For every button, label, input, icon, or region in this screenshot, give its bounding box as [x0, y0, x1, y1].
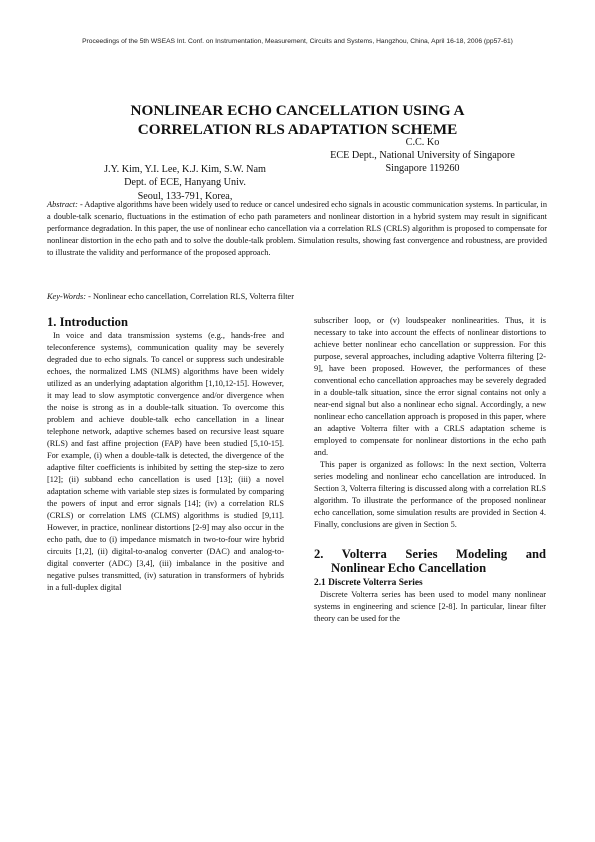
intro-paragraph-2: This paper is organized as follows: In the next section, Volterra series modeling and nonlinear echo cancellation are introduced. In Section 3, Volterra filtering is discussed along with a correlation RLS algorithm. To illustrate the performance of the proposed nonlinear echo cancellation, some simulation results are provided in Section 4. Finally, conclusions are given in Section 5. — [314, 460, 546, 529]
abstract — [47, 199, 547, 259]
keywords-label: Key-Words: — [47, 292, 87, 301]
paper-title — [0, 101, 595, 139]
section-1-heading: 1. Introduction — [47, 315, 128, 329]
title-line-1: NONLINEAR ECHO CANCELLATION USING A — [130, 102, 465, 119]
author-dept-right: ECE Dept., National University of Singapore — [330, 150, 515, 162]
abstract-label: Abstract: — [47, 200, 78, 209]
intro-paragraph-1-continued: subscriber loop, or (v) loudspeaker nonlinearities. Thus, it is necessary to take into account the effects of nonlinear distortions to achieve better nonlinear echo cancellation or suppression. For this purpose, several approaches, including adaptive Volterra filtering [2-9], have been proposed. However, the performances of these conventional echo cancellation approaches may be severely degraded in a double-talk situation, since the error signal contains not only a near-end signal but also a nonlinear echo signal. Accordingly, a new nonlinear echo cancellation approach is proposed in this paper, where an adaptive Volterra filter with a CRLS adaptation scheme is employed to compensate for nonlinear distortions in the echo path and. — [314, 316, 546, 457]
abstract-text: - Adaptive algorithms have been widely used to reduce or cancel undesired echo signals in acoustic communication systems. In particular, in a double-talk scenario, fluctuations in the estimation of echo path parameters and nonlinear distortion in a hybrid system may result in significant performance degradation. In this paper, the use of nonlinear echo cancellation via a correlation RLS (CRLS) algorithm is proposed to compensate for nonlinear distortion in the echo path and to solve the double-talk problem. Simulation results, showing fast convergence and robustness, are provided to illustrate the validity and performance of the proposed approach. — [47, 200, 547, 257]
section-2-heading-line-1: 2. Volterra Series Modeling and — [314, 547, 546, 561]
author-city-left: Seoul, 133-791, Korea, — [137, 190, 233, 202]
keywords — [47, 291, 547, 303]
right-column — [314, 315, 546, 625]
keywords-text: - Nonlinear echo cancellation, Correlation RLS, Volterra filter — [86, 292, 294, 301]
left-column — [47, 315, 284, 594]
subsection-2-1-heading: 2.1 Discrete Volterra Series — [314, 578, 423, 588]
author-name-right: C.C. Ko — [405, 137, 440, 148]
section-2-heading-line-2: Nonlinear Echo Cancellation — [331, 561, 487, 575]
author-city-right: Singapore 119260 — [385, 163, 460, 175]
author-names-left: J.Y. Kim, Y.I. Lee, K.J. Kim, S.W. Nam — [104, 164, 266, 176]
proceedings-header: Proceedings of the 5th WSEAS Int. Conf. on Instrumentation, Measurement, Circuits and Systems, Hangzhou, China, April 16-18, 2006 (pp57-61) — [82, 38, 513, 45]
author-dept-left: Dept. of ECE, Hanyang Univ. — [124, 177, 246, 189]
subsection-2-1-text: Discrete Volterra series has been used to model many nonlinear systems in engineering and science [2-8]. In particular, linear filter theory can be used for the — [314, 590, 546, 623]
intro-paragraph-1: In voice and data transmission systems (e.g., hands-free and teleconference systems), communication quality may be severely degraded due to echo signals. To cancel or suppress such undesirable echoes, the normalized LMS (NLMS) algorithms have been widely utilized as an underlying adaptation algorithm [1,10,12-15]. However, it may lead to slow asymptotic convergence and/or divergence when the noise is strong as in a double-talk situation. To overcome this problem and achieve double-talk echo cancellation in a linear telephone network, adaptive schemes based on recursive least square (RLS) and fast affine projection (FAP) have been studied [5,10-15]. For example, (i) when a double-talk is detected, the divergence of the adaptive filter coefficients is inhibited by setting the step-size to zero [12]; (ii) subband echo cancellation is used [13]; (iii) a novel adaptation scheme with variable step sizes is formulated by comparing the powers of input and error signals [14]; (iv) a correlation RLS (CRLS) or correlation LMS (CLMS) algorithms is studied [9,11]. However, in practice, nonlinear distortions [2-9] may also occur in the echo path, due to (i) impedance mismatch in two-to-four wire hybrid circuits [1,2], (ii) digital-to-analog converter (DAC) and analog-to-digital converter (ADC) [3,4], (iii) imbalance in the positive and negative pulses transmitted, (iv) saturation in transformers of hybrids in a full-duplex digital — [47, 331, 284, 592]
author-block-right — [300, 136, 545, 176]
title-line-2: CORRELATION RLS ADAPTATION SCHEME — [137, 121, 458, 138]
author-block-left — [60, 150, 310, 203]
